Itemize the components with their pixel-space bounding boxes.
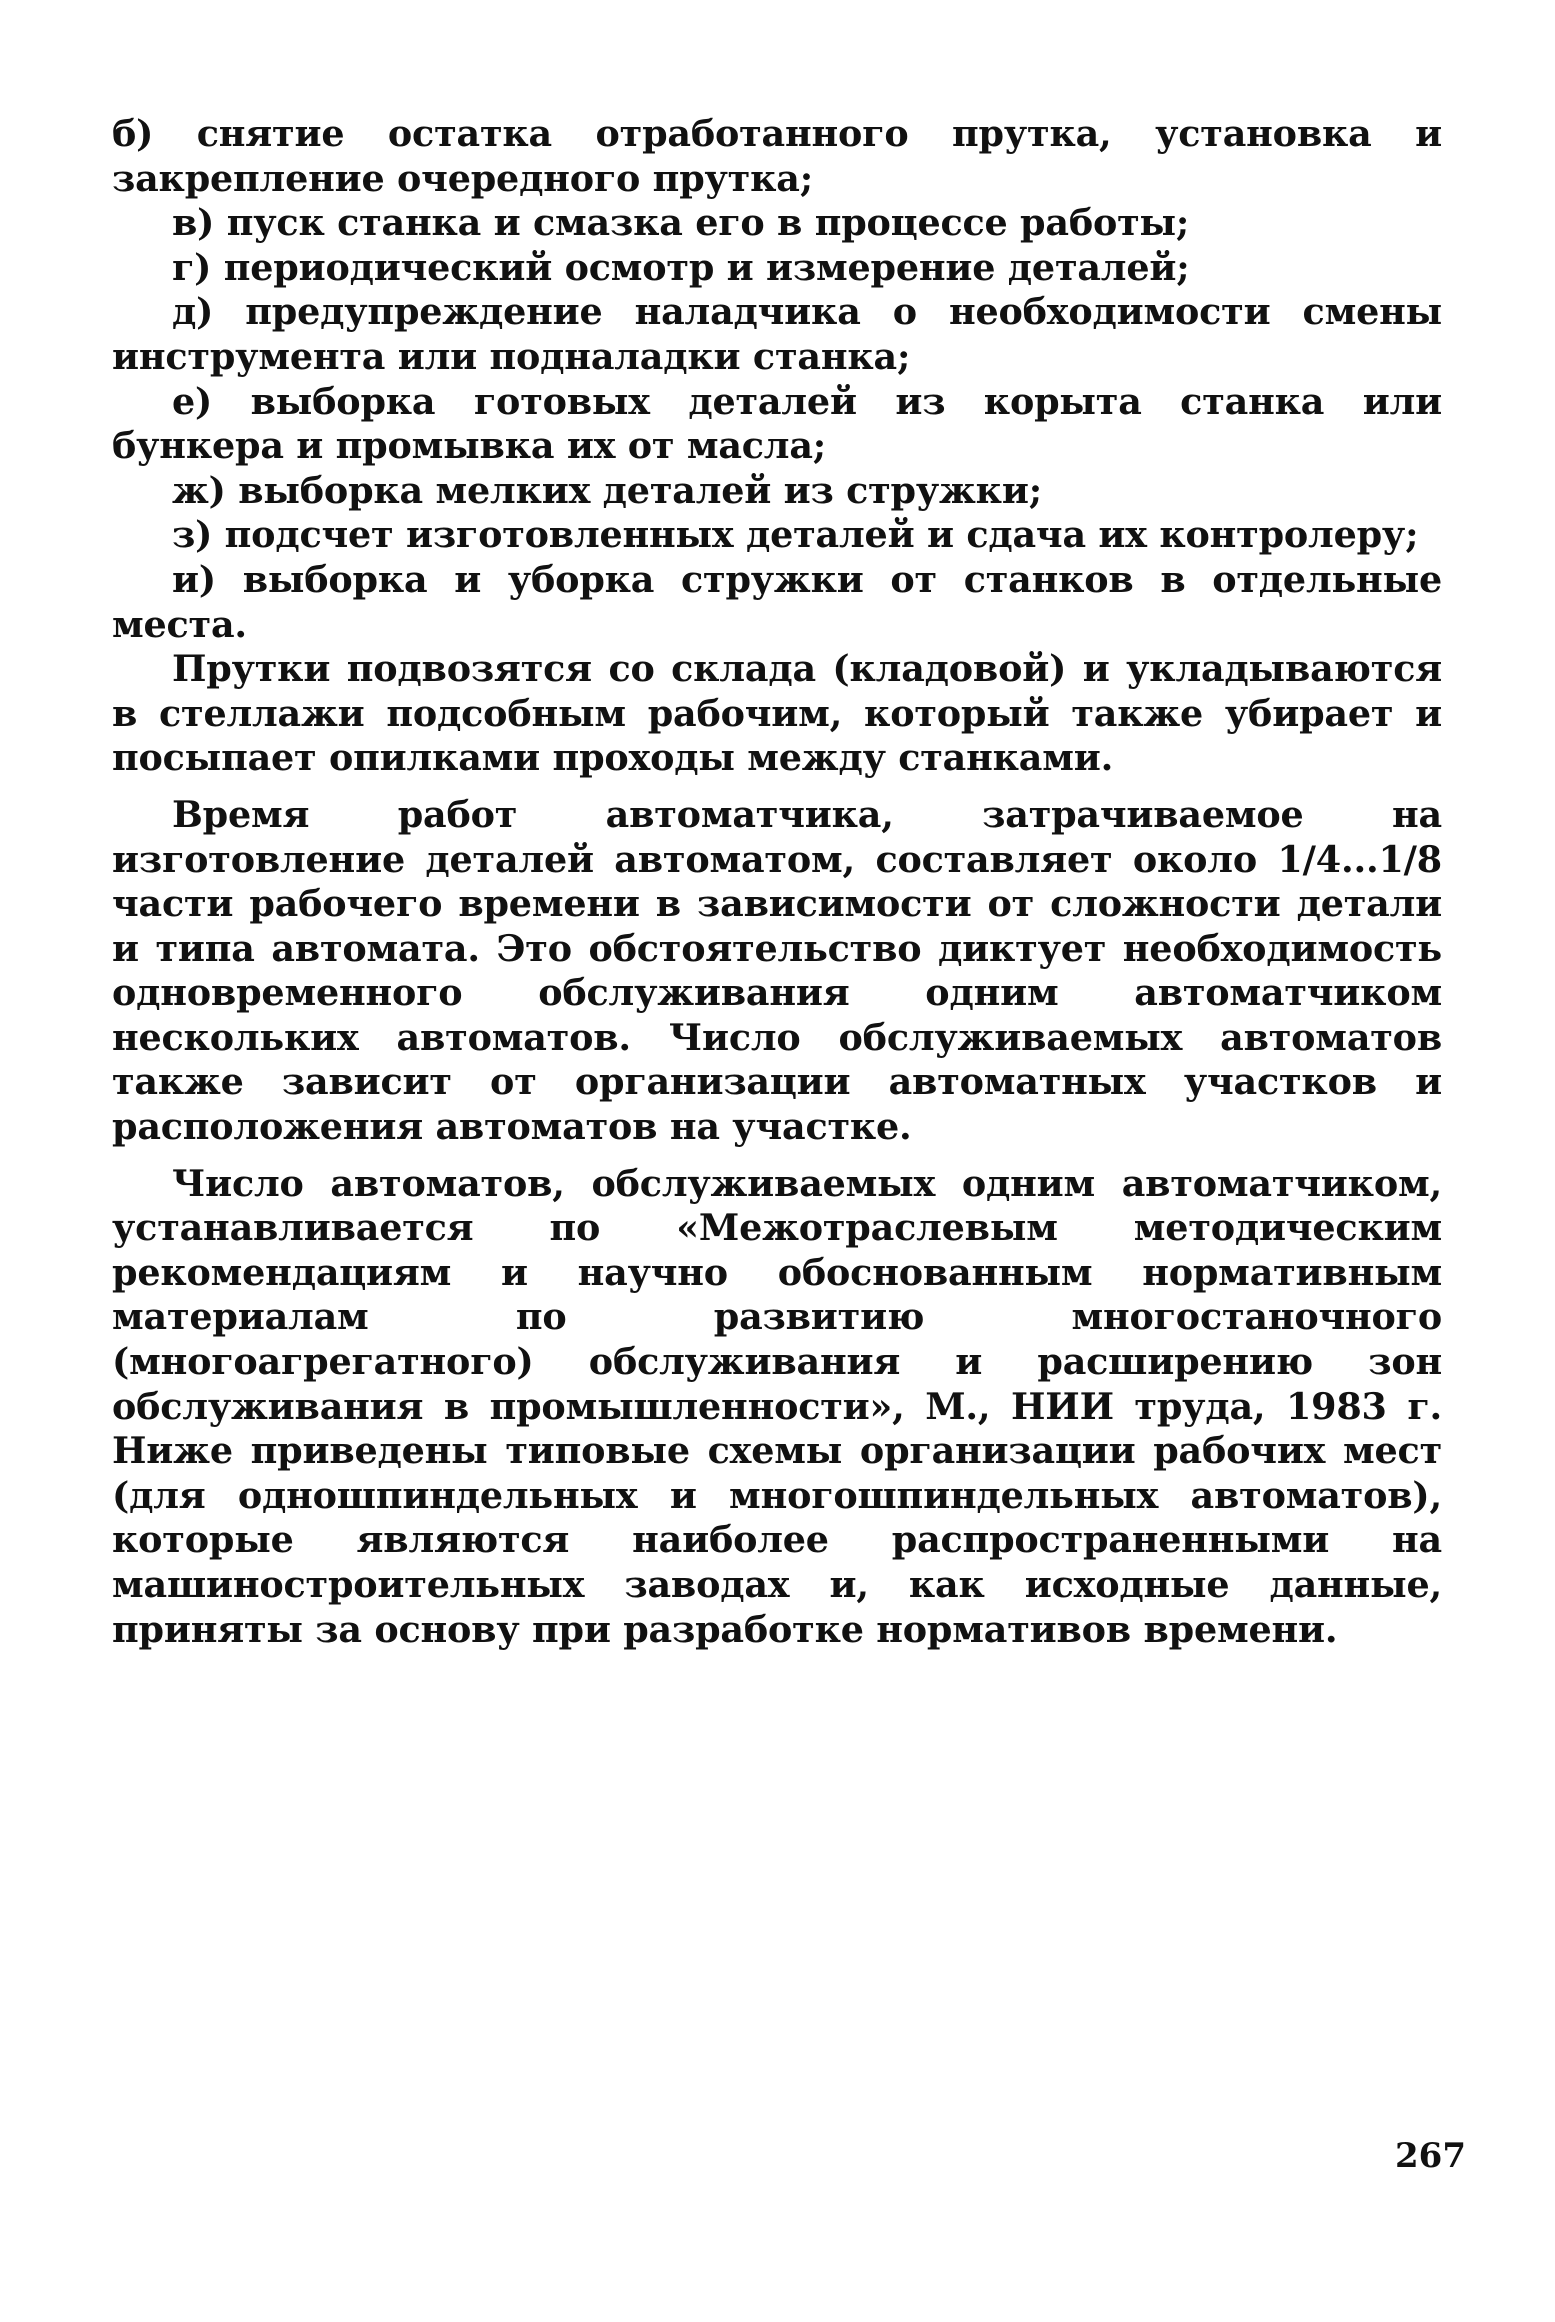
list-item-g: г) периодический осмотр и измерение деталей; bbox=[172, 245, 1190, 289]
page-text bbox=[112, 112, 1442, 1652]
paragraph-number-of-automata: Число автоматов, обслуживаемых одним автоматчиком, устанавливается по «Межотраслевым методическим рекомендациям и научно обоснованным нормативным материалам по развитию многостаночного (многоагрегатного) обслуживания и расширению зон обслуживания в промышленности», М., НИИ труда, 1983 г. Ниже приведены типовые схемы организации рабочих мест (для одношпиндельных и многошпиндельных автоматов), которые являются наиболее распространенными на машиностроительных заводах и, как исходные данные, приняты за основу при разработке нормативов времени. bbox=[112, 1161, 1442, 1651]
list-item-d: д) предупреждение наладчика о необходимости смены инструмента или подналадки станка; bbox=[112, 290, 1442, 378]
list-item-e: е) выборка готовых деталей из корыта станка или бункера и промывка их от масла; bbox=[112, 379, 1442, 468]
list-item-b: б) снятие остатка отработанного прутка, установка и закрепление очередного прутка; bbox=[112, 112, 1442, 200]
list-item-i: и) выборка и уборка стружки от станков в отдельные места. bbox=[112, 557, 1442, 646]
paragraph-work-time: Время работ автоматчика, затрачиваемое на изготовление деталей автоматом, составляет около 1/4...1/8 части рабочего времени в зависимости от сложности детали и типа автомата. Это обстоятельство диктует необходимость одновременного обслуживания одним автоматчиком нескольких автоматов. Число обслуживаемых автоматов также зависит от организации автоматных участков и расположения автоматов на участке. bbox=[112, 792, 1442, 1149]
paragraph-rods: Прутки подвозятся со склада (кладовой) и укладываются в стеллажи подсобным рабочим, который также убирает и посыпает опилками проходы между станками. bbox=[112, 647, 1442, 780]
page-number: 267 bbox=[1395, 2136, 1466, 2176]
list-item-zh: ж) выборка мелких деталей из стружки; bbox=[172, 468, 1042, 512]
list-item-v: в) пуск станка и смазка его в процессе работы; bbox=[172, 201, 1190, 245]
list-item-z: з) подсчет изготовленных деталей и сдача их контролеру; bbox=[172, 513, 1419, 557]
